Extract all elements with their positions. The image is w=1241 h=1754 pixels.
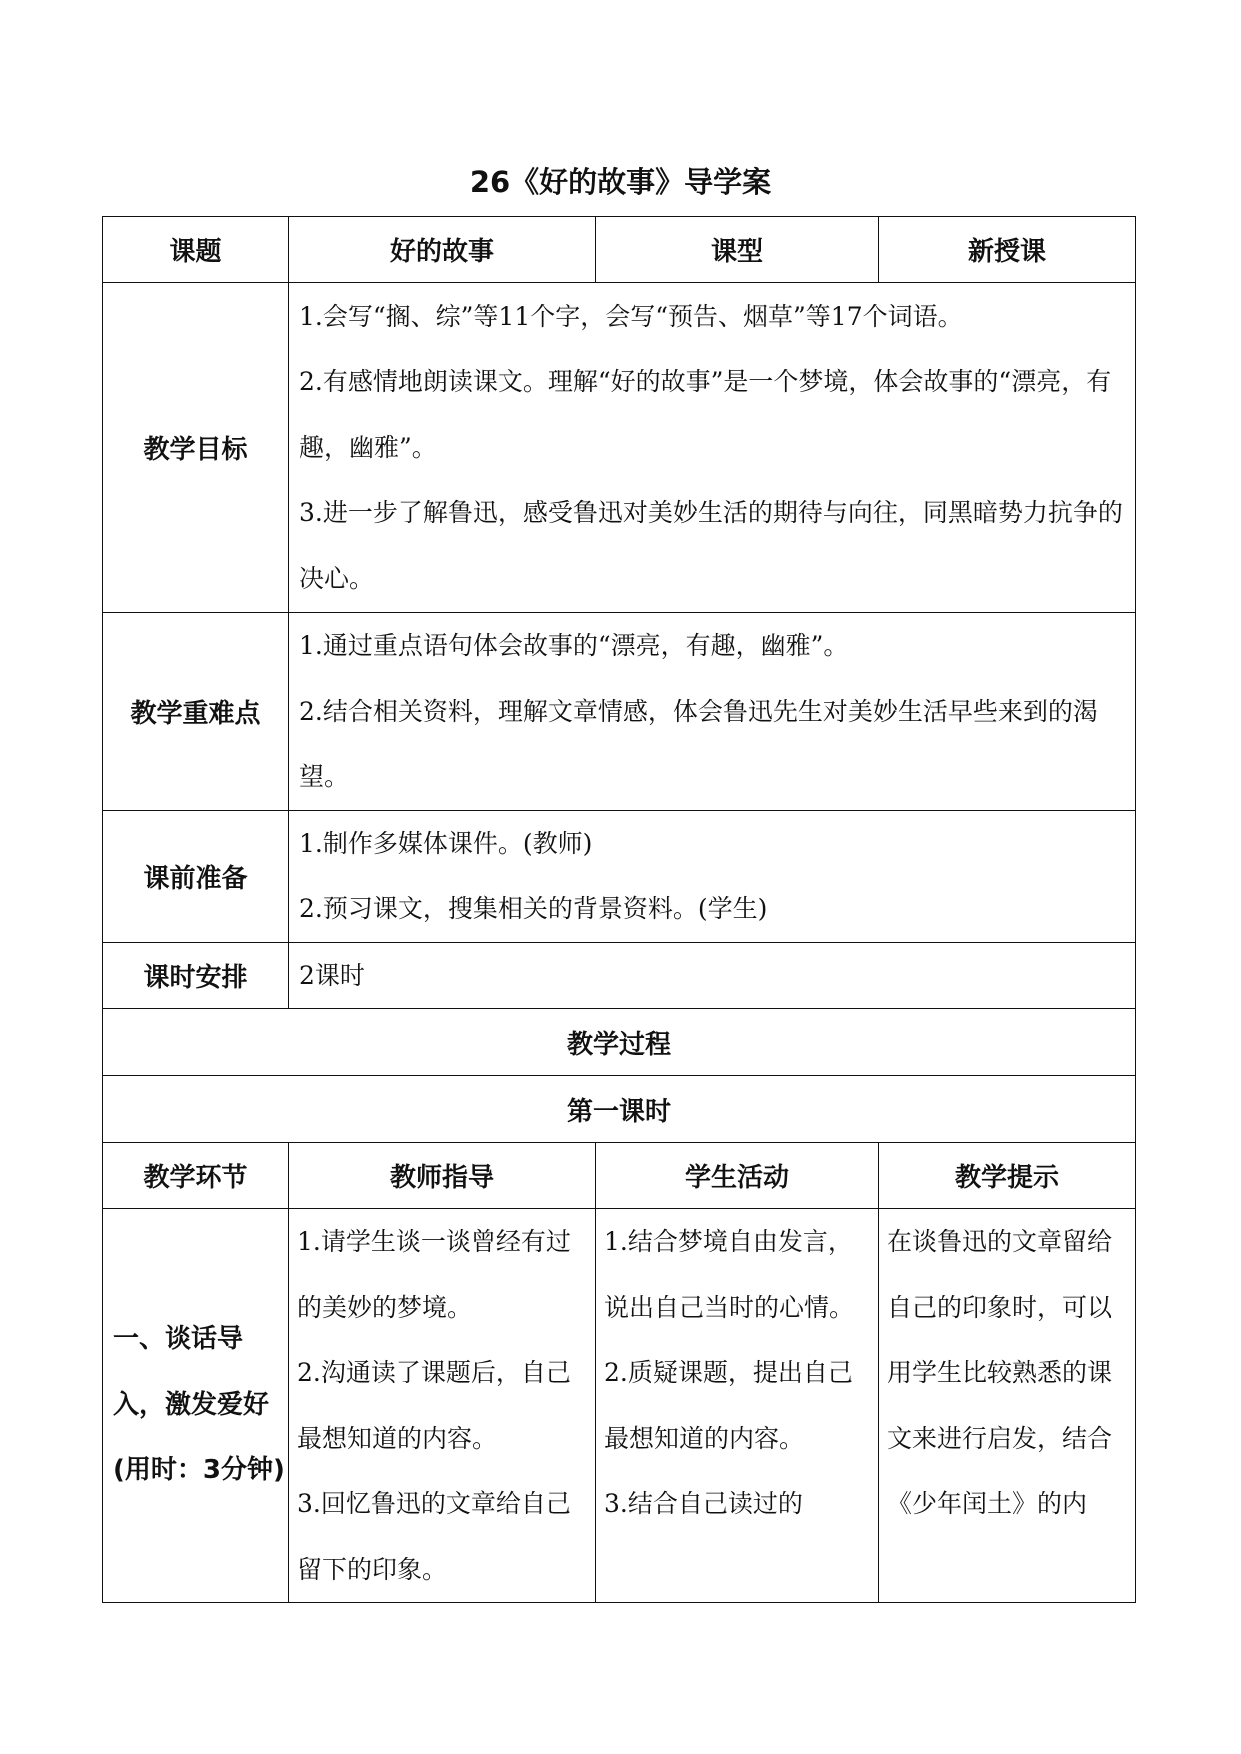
schedule-value: 2课时: [289, 942, 1136, 1009]
teacher-item: 3.回忆鲁迅的文章给自己留下的印象。: [297, 1489, 571, 1584]
schedule-label: 课时安排: [103, 942, 289, 1009]
key-points-row: [103, 613, 1136, 811]
column-header-row: [103, 1143, 1136, 1209]
key-points-content: [289, 613, 1136, 811]
teaching-tips: 在谈鲁迅的文章留给自己的印象时，可以用学生比较熟悉的课文来进行启发，结合《少年闰土》的内: [879, 1209, 1136, 1603]
lesson-heading-row: [103, 1076, 1136, 1143]
preparation-item: 2.预习课文，搜集相关的背景资料。(学生): [299, 894, 768, 923]
key-point-item: 1.通过重点语句体会故事的“漂亮，有趣，幽雅”。: [299, 631, 849, 660]
student-item: 2.质疑课题，提出自己最想知道的内容。: [604, 1358, 853, 1453]
process-heading-row: [103, 1009, 1136, 1076]
type-label: 课型: [596, 217, 879, 283]
schedule-row: [103, 942, 1136, 1009]
header-row: [103, 217, 1136, 283]
objectives-content: [289, 283, 1136, 613]
student-item: 3.结合自己读过的: [604, 1489, 803, 1518]
key-point-item: 2.结合相关资料，理解文章情感，体会鲁迅先生对美妙生活早些来到的渴望。: [299, 696, 1098, 791]
key-points-label: 教学重难点: [103, 613, 289, 811]
objectives-label: 教学目标: [103, 283, 289, 613]
stage-row: [103, 1209, 1136, 1603]
column-header-stage: 教学环节: [103, 1143, 289, 1209]
lesson-heading: 第一课时: [103, 1076, 1136, 1143]
preparation-item: 1.制作多媒体课件。(教师): [299, 828, 593, 858]
objective-item: 1.会写“搁、综”等11个字，会写“预告、烟草”等17个词语。: [299, 301, 963, 331]
teacher-guidance: [289, 1209, 596, 1603]
objective-item: 3.进一步了解鲁迅，感受鲁迅对美妙生活的期待与向往，同黑暗势力抗争的决心。: [299, 498, 1123, 593]
page-title: 26《好的故事》导学案: [469, 165, 772, 199]
topic-value: 好的故事: [289, 217, 596, 283]
process-heading: 教学过程: [103, 1009, 1136, 1076]
objectives-row: [103, 283, 1136, 613]
lesson-plan-table: [102, 216, 1136, 1603]
stage-name: 一、谈话导入，激发爱好(用时：3分钟): [103, 1209, 289, 1603]
preparation-row: [103, 810, 1136, 942]
type-value: 新授课: [879, 217, 1136, 283]
column-header-teacher: 教师指导: [289, 1143, 596, 1209]
topic-label: 课题: [103, 217, 289, 283]
student-activity: [596, 1209, 879, 1603]
objective-item: 2.有感情地朗读课文。理解“好的故事”是一个梦境，体会故事的“漂亮，有趣，幽雅”。: [299, 367, 1112, 462]
teacher-item: 2.沟通读了课题后，自己最想知道的内容。: [297, 1358, 571, 1453]
column-header-student: 学生活动: [596, 1143, 879, 1209]
preparation-content: [289, 810, 1136, 942]
student-item: 1.结合梦境自由发言，说出自己当时的心情。: [604, 1227, 855, 1322]
teacher-item: 1.请学生谈一谈曾经有过的美妙的梦境。: [297, 1227, 571, 1322]
column-header-tips: 教学提示: [879, 1143, 1136, 1209]
preparation-label: 课前准备: [103, 810, 289, 942]
